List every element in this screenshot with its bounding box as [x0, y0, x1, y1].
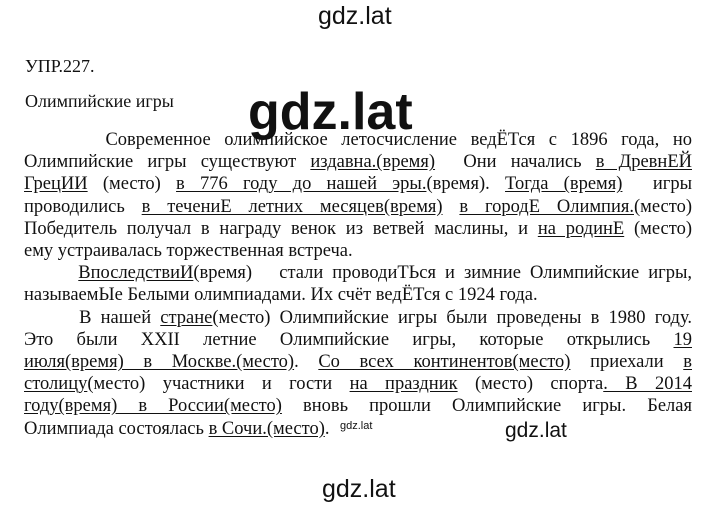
text-segment: приехали	[570, 352, 684, 372]
watermark-large: gdz.lat	[248, 83, 413, 141]
text-line	[24, 218, 692, 240]
text-segment: (место)	[87, 174, 177, 195]
text-line	[24, 151, 692, 173]
text-line	[24, 196, 692, 218]
text-line	[24, 240, 692, 262]
underlined-phrase: в	[683, 352, 692, 372]
text-line	[24, 329, 692, 351]
underlined-phrase: издавна.(время)	[310, 152, 436, 173]
text-segment: (место) участники и гости	[87, 374, 350, 395]
watermark-bottom: gdz.lat	[322, 475, 396, 503]
text-line	[24, 307, 692, 329]
underlined-phrase: Тогда (время)	[505, 174, 623, 195]
text-segment: ему устраивалась торжественная встреча.	[24, 241, 353, 261]
text-line	[24, 129, 692, 151]
underlined-phrase: столицу	[24, 374, 88, 395]
underlined-phrase: году(время) в России(место)	[24, 396, 282, 417]
text-segment: игры	[622, 174, 693, 195]
underlined-phrase: ГрецИИ	[24, 174, 88, 195]
text-segment: Это были XXII летние Олимпийские игры, которые открылись	[24, 329, 674, 350]
underlined-phrase: в 776 году до нашей эры.	[176, 174, 427, 195]
exercise-label: УПР.227.	[25, 56, 95, 76]
text-segment: (время).	[426, 174, 506, 195]
watermark-right: gdz.lat	[505, 419, 567, 442]
watermark-small: gdz.lat	[340, 420, 373, 432]
text-segment: (время) стали проводиТЬся и зимние Олимпийские игры,	[193, 263, 693, 284]
text-segment	[443, 197, 460, 217]
text-line	[24, 262, 692, 284]
underlined-phrase: Со всех континентов(место)	[318, 352, 571, 372]
underlined-phrase: ВпоследствиИ	[78, 263, 194, 284]
text-line	[24, 373, 692, 395]
watermark-top: gdz.lat	[318, 2, 392, 30]
text-segment: проводились	[24, 196, 142, 217]
text-segment: Олимпиада состоялась	[24, 418, 209, 439]
text-segment: (место)	[624, 218, 692, 239]
text-segment: Олимпийские игры существуют	[24, 152, 311, 173]
text-title: Олимпийские игры	[25, 91, 174, 111]
underlined-phrase: в ДревнЕЙ	[595, 152, 692, 173]
text-segment: (место) спорта	[457, 374, 604, 395]
text-line	[24, 395, 692, 417]
underlined-phrase: 19	[673, 329, 692, 350]
underlined-phrase: в течениЕ летних месяцев(время)	[141, 196, 443, 217]
text-segment: Победитель получал в награду венок из ветвей маслины, и	[24, 218, 538, 239]
text-segment	[24, 263, 78, 283]
text-segment: .	[324, 418, 330, 439]
text-segment: называемЫе Белыми олимпиадами. Их счёт ведЁТся с 1924 года.	[24, 285, 538, 306]
underlined-phrase: на праздник	[349, 374, 458, 395]
underlined-phrase: в городЕ Олимпия.	[459, 196, 634, 217]
underlined-phrase: стране	[160, 307, 213, 328]
underlined-phrase: июля(время) в Москве.(место)	[24, 352, 295, 372]
text-segment: вновь прошли Олимпийские игры. Белая	[281, 396, 692, 417]
underlined-phrase: . В 2014	[603, 374, 692, 395]
underlined-phrase: на родинЕ	[537, 218, 625, 239]
text-segment: .	[294, 352, 319, 372]
text-line	[24, 418, 692, 440]
text-line	[24, 173, 692, 195]
text-segment: В нашей	[24, 307, 161, 328]
text-line	[24, 351, 692, 373]
text-segment: Они начались	[435, 152, 596, 173]
underlined-phrase: в Сочи.(место)	[208, 418, 325, 439]
text-segment: Современное олимпийское летосчисление ведЁТся с 1896 года, но	[24, 130, 692, 150]
text-segment: (место)	[633, 196, 692, 217]
text-line	[24, 284, 692, 306]
text-segment: (место) Олимпийские игры были проведены в 1980 году.	[212, 307, 692, 328]
